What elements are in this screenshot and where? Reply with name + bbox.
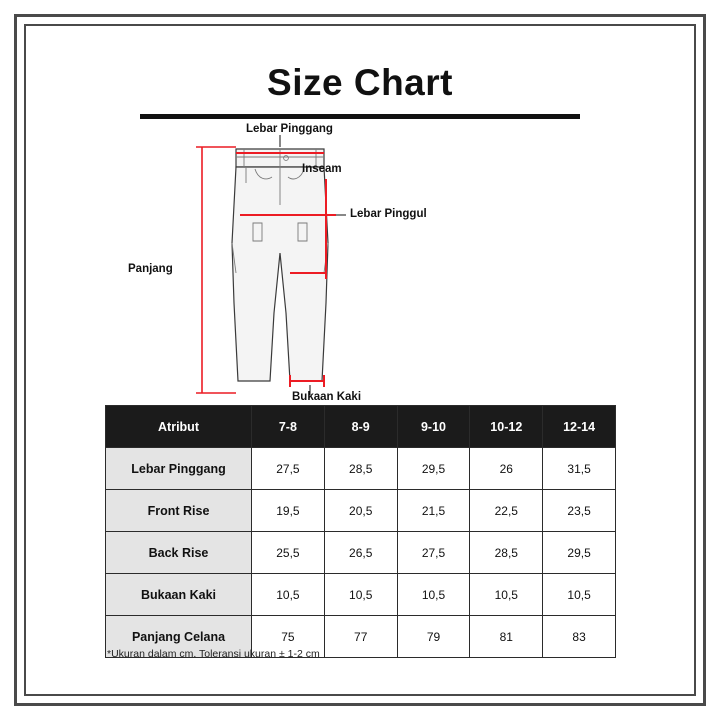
cell: 10,5 — [470, 574, 543, 616]
col-header-atribut: Atribut — [106, 406, 252, 448]
page-title: Size Chart — [267, 62, 453, 103]
cell: 83 — [543, 616, 616, 658]
cell: 19,5 — [252, 490, 325, 532]
cell: 25,5 — [252, 532, 325, 574]
table-row — [106, 448, 616, 490]
cell: 79 — [397, 616, 470, 658]
title-underline — [140, 114, 580, 119]
cell: 10,5 — [252, 574, 325, 616]
pants-diagram — [40, 123, 680, 403]
table-row — [106, 490, 616, 532]
cell: 26,5 — [324, 532, 397, 574]
cell: 81 — [470, 616, 543, 658]
label-bukaan-kaki: Bukaan Kaki — [292, 391, 362, 403]
col-header-8-9: 8-9 — [324, 406, 397, 448]
cell: 21,5 — [397, 490, 470, 532]
row-label-panjang-celana: Panjang Celana — [106, 616, 252, 658]
table-row — [106, 574, 616, 616]
table-row — [106, 532, 616, 574]
cell: 10,5 — [397, 574, 470, 616]
label-panjang: Panjang — [128, 263, 173, 275]
col-header-7-8: 7-8 — [252, 406, 325, 448]
cell: 27,5 — [252, 448, 325, 490]
cell: 29,5 — [543, 532, 616, 574]
cell: 26 — [470, 448, 543, 490]
row-label-back-rise: Back Rise — [106, 532, 252, 574]
cell: 28,5 — [470, 532, 543, 574]
footnote: *Ukuran dalam cm. Toleransi ukuran ± 1-2 cm — [107, 648, 320, 660]
label-inseam: Inseam — [302, 163, 342, 175]
cell: 23,5 — [543, 490, 616, 532]
cell: 27,5 — [397, 532, 470, 574]
cell: 28,5 — [324, 448, 397, 490]
cell: 75 — [252, 616, 325, 658]
col-header-9-10: 9-10 — [397, 406, 470, 448]
cell: 20,5 — [324, 490, 397, 532]
col-header-12-14: 12-14 — [543, 406, 616, 448]
cell: 10,5 — [324, 574, 397, 616]
cell: 29,5 — [397, 448, 470, 490]
label-lebar-pinggang: Lebar Pinggang — [246, 123, 333, 135]
cell: 22,5 — [470, 490, 543, 532]
cell: 10,5 — [543, 574, 616, 616]
content-area — [40, 40, 680, 680]
row-label-front-rise: Front Rise — [106, 490, 252, 532]
col-header-10-12: 10-12 — [470, 406, 543, 448]
table-header-row — [106, 406, 616, 448]
cell: 31,5 — [543, 448, 616, 490]
row-label-bukaan-kaki: Bukaan Kaki — [106, 574, 252, 616]
label-lebar-pinggul: Lebar Pinggul — [350, 208, 427, 220]
row-label-lebar-pinggang: Lebar Pinggang — [106, 448, 252, 490]
cell: 77 — [324, 616, 397, 658]
size-table — [105, 405, 616, 658]
size-table-container — [105, 405, 615, 658]
